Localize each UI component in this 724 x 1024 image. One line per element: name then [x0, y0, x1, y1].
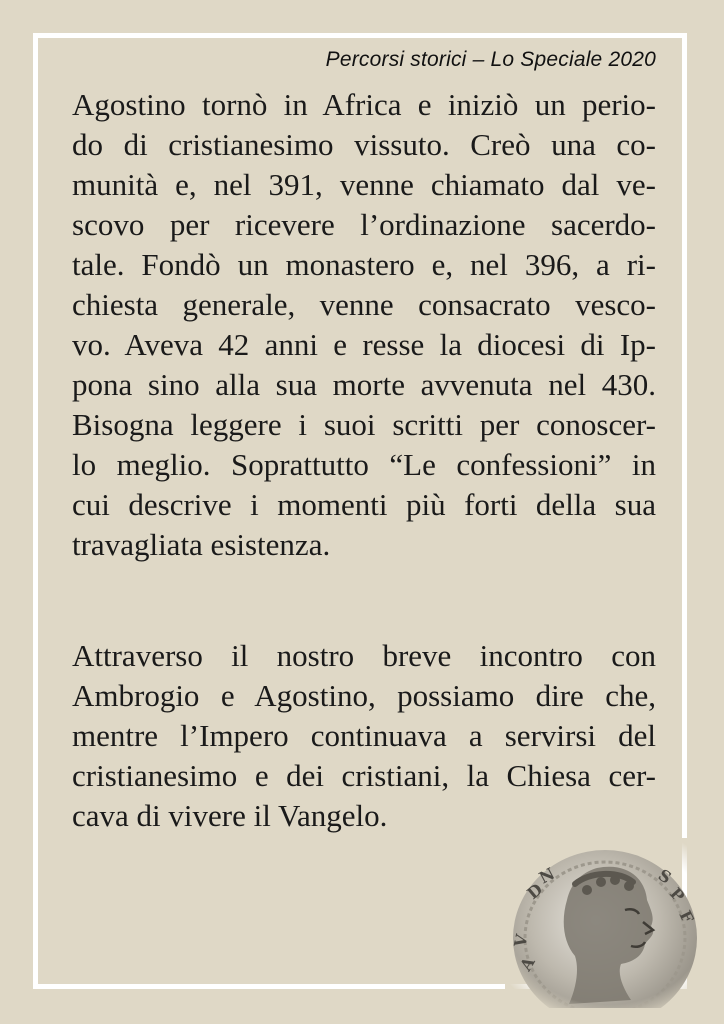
- text-line: cava di vivere il Vangelo.: [72, 798, 388, 833]
- text-line: cristianesimo e dei cristiani, la Chiesa cer-: [72, 758, 656, 793]
- running-header: Percorsi storici – Lo Speciale 2020: [325, 48, 656, 71]
- text-line: Agostino tornò in Africa e iniziò un perio-: [72, 87, 656, 122]
- text-line: mentre l’Impero continuava a servirsi del: [72, 718, 656, 753]
- text-line: tale. Fondò un monastero e, nel 396, a ri-: [72, 247, 656, 282]
- roman-coin-portrait-icon: [505, 838, 710, 1008]
- text-line: pona sino alla sua morte avvenuta nel 430.: [72, 367, 656, 402]
- text-line: travagliata esistenza.: [72, 527, 331, 562]
- text-line: Ambrogio e Agostino, possiamo dire che,: [72, 678, 656, 713]
- text-line: scovo per ricevere l’ordinazione sacerdo-: [72, 207, 656, 242]
- text-line: do di cristianesimo vissuto. Creò una co-: [72, 127, 656, 162]
- text-line: lo meglio. Soprattutto “Le confessioni” in: [72, 447, 656, 482]
- text-line: vo. Aveva 42 anni e resse la diocesi di Ip-: [72, 327, 656, 362]
- text-line: Attraverso il nostro breve incontro con: [72, 638, 656, 673]
- text-line: cui descrive i momenti più forti della sua: [72, 487, 656, 522]
- text-line: chiesta generale, venne consacrato vesco-: [72, 287, 656, 322]
- text-line: munità e, nel 391, venne chiamato dal ve-: [72, 167, 656, 202]
- text-line: Bisogna leggere i suoi scritti per conoscer-: [72, 407, 656, 442]
